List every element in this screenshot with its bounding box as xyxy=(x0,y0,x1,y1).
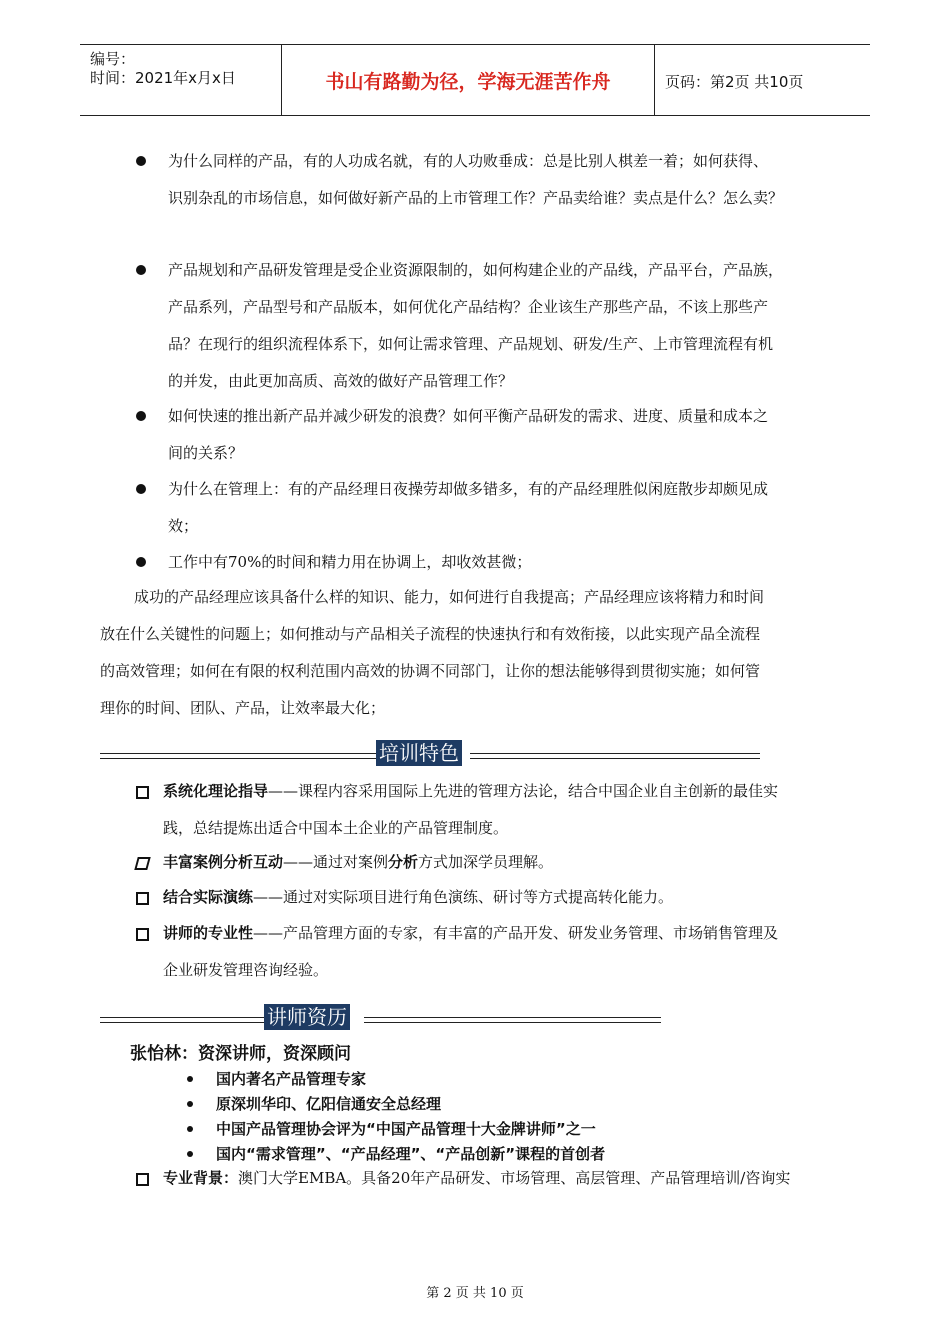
section-divider xyxy=(100,1017,264,1023)
header-info-cell xyxy=(80,45,282,115)
bullet-line: 为什么同样的产品，有的人功成名就，有的人功败垂成：总是比别人棋差一着；如何获得、 xyxy=(168,152,769,170)
checkbox-icon xyxy=(136,892,149,905)
serial-label: 编号： xyxy=(90,50,136,68)
bullet-line: 品？在现行的组织流程体系下，如何让需求管理、产品规划、研发/生产、上市管理流程有机 xyxy=(168,335,774,353)
section-title: 培训特色 xyxy=(376,740,462,766)
page-footer: 第 2 页 共 10 页 xyxy=(426,1286,524,1301)
bullet-icon xyxy=(187,1151,193,1157)
checkbox-icon xyxy=(136,928,149,941)
background-line xyxy=(163,1168,790,1188)
instructor-point: 原深圳华印、亿阳信通安全总经理 xyxy=(216,1095,442,1113)
bullet-icon xyxy=(136,265,146,275)
header-motto-cell xyxy=(282,45,655,115)
instructor-point: 中国产品管理协会评为“中国产品管理十大金牌讲师”之一 xyxy=(216,1120,596,1138)
time-label: 时间：2021年x月x日 xyxy=(90,69,236,87)
checkbox-icon xyxy=(136,1173,149,1186)
section-divider xyxy=(364,1017,661,1023)
bullet-icon xyxy=(187,1126,193,1132)
bullet-icon xyxy=(136,557,146,567)
bullet-line: 效； xyxy=(168,517,199,535)
feature-line xyxy=(163,923,778,943)
bullet-icon xyxy=(136,484,146,494)
bullet-line: 识别杂乱的市场信息，如何做好新产品的上市管理工作？产品卖给谁？卖点是什么？怎么卖？ xyxy=(168,189,784,207)
background-text: 澳门大学EMBA。具备20年产品研发、市场管理、高层管理、产品管理培训/咨询实 xyxy=(238,1169,791,1187)
bullet-line: 产品系列，产品型号和产品版本，如何优化产品结构？企业该生产那些产品，不该上那些产 xyxy=(168,298,769,316)
bullet-line: 为什么在管理上：有的产品经理日夜操劳却做多错多，有的产品经理胜似闲庭散步却颇见成 xyxy=(168,480,769,498)
header-page-cell xyxy=(655,45,870,115)
bullet-icon xyxy=(187,1101,193,1107)
feature-line: 践，总结提炼出适合中国本土企业的产品管理制度。 xyxy=(163,819,509,837)
motto: 书山有路勤为径，学海无涯苦作舟 xyxy=(325,71,611,93)
page-info: 页码：第2页 共10页 xyxy=(665,73,804,91)
feature-desc: 方式加深学员理解。 xyxy=(418,853,554,871)
page-header xyxy=(80,44,870,116)
feature-desc: ——产品管理方面的专家，有丰富的产品开发、研发业务管理、市场销售管理及 xyxy=(253,924,779,942)
feature-line xyxy=(163,781,778,801)
feature-desc: ——通过对案例 xyxy=(283,853,389,871)
checkbox-icon xyxy=(134,857,150,870)
feature-title: 讲师的专业性 xyxy=(163,924,254,942)
instructor-point: 国内“需求管理”、“产品经理”、“产品创新”课程的首创者 xyxy=(216,1145,606,1163)
feature-emphasis: 分析 xyxy=(388,853,419,871)
feature-title: 系统化理论指导 xyxy=(163,782,269,800)
paragraph-line: 成功的产品经理应该具备什么样的知识、能力，如何进行自我提高；产品经理应该将精力和时间 xyxy=(134,588,765,606)
background-label: 专业背景： xyxy=(163,1169,239,1187)
paragraph-line: 理你的时间、团队、产品，让效率最大化； xyxy=(100,699,386,717)
bullet-line: 的并发，由此更加高质、高效的做好产品管理工作？ xyxy=(168,372,514,390)
bullet-line: 间的关系？ xyxy=(168,444,244,462)
bullet-icon xyxy=(187,1076,193,1082)
section-divider xyxy=(100,753,376,759)
bullet-icon xyxy=(136,411,146,421)
bullet-line: 工作中有70%的时间和精力用在协调上，却收效甚微； xyxy=(168,553,532,571)
feature-desc: ——课程内容采用国际上先进的管理方法论，结合中国企业自主创新的最佳实 xyxy=(268,782,779,800)
bullet-line: 如何快速的推出新产品并减少研发的浪费？如何平衡产品研发的需求、进度、质量和成本之 xyxy=(168,407,769,425)
paragraph-line: 放在什么关键性的问题上；如何推动与产品相关子流程的快速执行和有效衔接，以此实现产品全流程 xyxy=(100,625,761,643)
feature-title: 结合实际演练 xyxy=(163,888,254,906)
bullet-icon xyxy=(136,156,146,166)
feature-title: 丰富案例分析互动 xyxy=(163,853,284,871)
section-divider xyxy=(470,753,760,759)
bullet-line: 产品规划和产品研发管理是受企业资源限制的，如何构建企业的产品线，产品平台，产品族， xyxy=(168,261,784,279)
feature-line xyxy=(163,852,553,872)
feature-line xyxy=(163,887,673,907)
paragraph-line: 的高效管理；如何在有限的权利范围内高效的协调不同部门，让你的想法能够得到贯彻实施；如何管 xyxy=(100,662,761,680)
instructor-point: 国内著名产品管理专家 xyxy=(216,1070,367,1088)
instructor-name: 张怡林：资深讲师，资深顾问 xyxy=(130,1044,351,1064)
feature-line: 企业研发管理咨询经验。 xyxy=(163,961,329,979)
checkbox-icon xyxy=(136,786,149,799)
section-title: 讲师资历 xyxy=(264,1004,350,1030)
feature-desc: ——通过对实际项目进行角色演练、研讨等方式提高转化能力。 xyxy=(253,888,674,906)
